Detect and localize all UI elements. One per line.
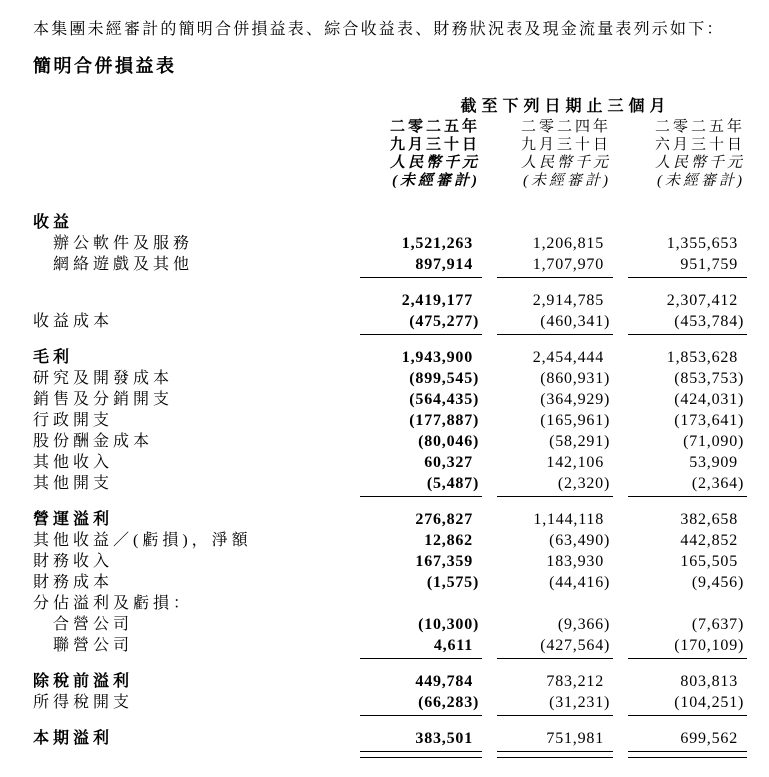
value-cell: (165,961 ) <box>540 412 610 429</box>
rule-segment <box>360 658 482 659</box>
rule-label-spacer <box>33 713 345 716</box>
row-label: 財務成本 <box>33 574 114 591</box>
row-label: 其他收入 <box>33 454 114 471</box>
header-date: 九月三十日 <box>389 137 480 153</box>
row-label: 本期溢利 <box>33 730 114 747</box>
value-cell: 53,909 <box>689 454 738 471</box>
value-cell <box>360 593 482 614</box>
rule-label-spacer <box>33 275 345 278</box>
financial-statement-page <box>33 20 769 758</box>
rule-segment <box>628 277 747 278</box>
value-cell: 165,505 <box>680 553 738 570</box>
rule-segment <box>360 334 482 335</box>
subtotal-rule <box>33 656 747 659</box>
table-body <box>33 212 747 758</box>
subtotal-rule <box>33 494 747 497</box>
value-cell: (2,364 ) <box>691 475 744 492</box>
row-label: 毛利 <box>33 349 74 366</box>
double-rule-segment <box>360 751 482 758</box>
total-double-rule <box>33 749 747 758</box>
rule-label-spacer <box>33 494 345 497</box>
value-cell: (31,231 ) <box>549 694 610 711</box>
value-cell: 1,206,815 <box>532 235 604 252</box>
value-cell: 897,914 <box>415 256 473 273</box>
value-cell: (9,456 ) <box>691 574 744 591</box>
rule-segment <box>628 715 747 716</box>
value-cell: (170,109 ) <box>674 637 744 654</box>
header-unaudited: (未經審計) <box>392 173 480 189</box>
value-cell: (853,753 ) <box>674 370 744 387</box>
period-header: 截至下列日期止三個月 <box>460 98 671 115</box>
rule-segment <box>497 715 613 716</box>
row-label: 收益 <box>33 214 74 231</box>
value-cell: 783,212 <box>546 673 604 690</box>
table-row <box>33 728 747 749</box>
value-cell: (44,416 ) <box>549 574 610 591</box>
value-cell: 383,501 <box>415 730 473 747</box>
table-row <box>33 473 747 494</box>
value-cell: 1,355,653 <box>666 235 738 252</box>
value-cell: (7,637 ) <box>691 616 744 633</box>
header-year: 二零二五年 <box>654 119 745 135</box>
header-currency: 人民幣千元 <box>654 155 745 171</box>
rule-segment <box>628 334 747 335</box>
table-row <box>33 290 747 311</box>
value-cell: (66,283 ) <box>418 694 479 711</box>
row-spacer <box>33 497 747 509</box>
table-row <box>33 410 747 431</box>
value-cell: (424,031 ) <box>674 391 744 408</box>
value-cell: 442,852 <box>680 532 738 549</box>
rule-label-spacer <box>33 656 345 659</box>
table-row <box>33 593 747 614</box>
intro-text: 本集團未經審計的簡明合併損益表、綜合收益表、財務狀況表及現金流量表列示如下： <box>33 21 725 38</box>
table-row <box>33 368 747 389</box>
row-label: 網絡遊戲及其他 <box>53 256 194 273</box>
rule-segment <box>360 715 482 716</box>
value-cell <box>628 212 747 233</box>
row-label: 研究及開發成本 <box>33 370 174 387</box>
row-label: 聯營公司 <box>53 637 134 654</box>
value-cell: (2,320 ) <box>557 475 610 492</box>
table-row <box>33 635 747 656</box>
value-cell: (173,641 ) <box>674 412 744 429</box>
value-cell: 803,813 <box>680 673 738 690</box>
value-cell: 183,930 <box>546 553 604 570</box>
row-label: 辦公軟件及服務 <box>53 235 194 252</box>
value-cell: (364,929 ) <box>540 391 610 408</box>
column-header-2025-jun <box>628 118 747 190</box>
row-spacer <box>33 716 747 728</box>
header-unaudited: (未經審計) <box>657 173 745 189</box>
subtotal-rule <box>33 275 747 278</box>
row-label: 財務收入 <box>33 553 114 570</box>
value-cell: (58,291 ) <box>549 433 610 450</box>
value-cell <box>497 593 613 614</box>
table-row <box>33 233 747 254</box>
value-cell: (427,564 ) <box>540 637 610 654</box>
value-cell: 60,327 <box>424 454 473 471</box>
row-label: 分佔溢利及虧損： <box>33 595 194 612</box>
value-cell <box>497 212 613 233</box>
value-cell: 12,862 <box>424 532 473 549</box>
value-cell: 2,419,177 <box>401 292 473 309</box>
column-header-2024-sep <box>497 118 613 190</box>
header-currency: 人民幣千元 <box>520 155 611 171</box>
subtotal-rule <box>33 713 747 716</box>
value-cell: (860,931 ) <box>540 370 610 387</box>
value-cell: (9,366 ) <box>557 616 610 633</box>
value-cell: 751,981 <box>546 730 604 747</box>
header-label-spacer <box>33 118 345 190</box>
value-cell: 276,827 <box>415 511 473 528</box>
table-row <box>33 530 747 551</box>
value-cell: (177,887 ) <box>409 412 479 429</box>
header-date: 九月三十日 <box>520 137 611 153</box>
value-cell: (10,300 ) <box>418 616 479 633</box>
row-label <box>33 290 345 311</box>
header-year: 二零二五年 <box>389 119 480 135</box>
header-date: 六月三十日 <box>654 137 745 153</box>
value-cell: 142,106 <box>546 454 604 471</box>
row-label: 其他開支 <box>33 475 114 492</box>
value-cell: (104,251 ) <box>674 694 744 711</box>
row-label: 股份酬金成本 <box>33 433 154 450</box>
header-unaudited: (未經審計) <box>523 173 611 189</box>
row-label: 營運溢利 <box>33 511 114 528</box>
table-row <box>33 389 747 410</box>
value-cell: 2,914,785 <box>532 292 604 309</box>
row-label: 除稅前溢利 <box>33 673 134 690</box>
value-cell: (564,435 ) <box>409 391 479 408</box>
rule-segment <box>360 277 482 278</box>
row-label: 合營公司 <box>53 616 134 633</box>
value-cell: 1,943,900 <box>401 349 473 366</box>
row-label: 行政開支 <box>33 412 114 429</box>
rule-label-spacer <box>33 332 345 335</box>
value-cell <box>360 212 482 233</box>
rule-segment <box>360 496 482 497</box>
value-cell: (475,277 ) <box>409 313 479 330</box>
value-cell: (453,784 ) <box>674 313 744 330</box>
value-cell: 449,784 <box>415 673 473 690</box>
period-header-row <box>33 96 747 118</box>
rule-segment <box>497 658 613 659</box>
value-cell <box>628 593 747 614</box>
row-label: 其他收益／(虧損)，淨額 <box>33 532 252 549</box>
column-headers-row <box>33 118 747 190</box>
table-row <box>33 614 747 635</box>
rule-segment <box>628 658 747 659</box>
page-title: 簡明合併損益表 <box>33 56 177 76</box>
table-row <box>33 254 747 275</box>
row-label: 所得稅開支 <box>33 694 134 711</box>
value-cell: 2,454,444 <box>532 349 604 366</box>
column-header-2025-sep <box>360 118 482 190</box>
row-spacer <box>33 659 747 671</box>
table-row <box>33 212 747 233</box>
table-row <box>33 311 747 332</box>
table-row <box>33 572 747 593</box>
rule-segment <box>497 277 613 278</box>
rule-segment <box>497 496 613 497</box>
value-cell: (71,090 ) <box>683 433 744 450</box>
value-cell: 699,562 <box>680 730 738 747</box>
value-cell: 167,359 <box>415 553 473 570</box>
subtotal-rule <box>33 332 747 335</box>
value-cell: 951,759 <box>680 256 738 273</box>
income-statement-table <box>33 96 747 758</box>
row-label: 銷售及分銷開支 <box>33 391 174 408</box>
double-rule-segment <box>628 751 747 758</box>
value-cell: 4,611 <box>433 637 473 654</box>
header-year: 二零二四年 <box>520 119 611 135</box>
table-row <box>33 431 747 452</box>
value-cell: (1,575 ) <box>426 574 479 591</box>
value-cell: 1,707,970 <box>532 256 604 273</box>
value-cell: 2,307,412 <box>666 292 738 309</box>
value-cell: (899,545 ) <box>409 370 479 387</box>
row-spacer <box>33 278 747 290</box>
header-currency: 人民幣千元 <box>389 155 480 171</box>
value-cell: (5,487 ) <box>426 475 479 492</box>
value-cell: 1,521,263 <box>401 235 473 252</box>
value-cell: 1,853,628 <box>666 349 738 366</box>
table-row <box>33 671 747 692</box>
value-cell: 1,144,118 <box>533 511 604 528</box>
row-label: 收益成本 <box>33 313 114 330</box>
table-row <box>33 452 747 473</box>
value-cell: 382,658 <box>680 511 738 528</box>
rule-segment <box>497 334 613 335</box>
rule-label-spacer <box>33 749 345 758</box>
table-header <box>33 96 747 190</box>
rule-segment <box>628 496 747 497</box>
table-row <box>33 347 747 368</box>
value-cell: (80,046 ) <box>418 433 479 450</box>
table-row <box>33 509 747 530</box>
value-cell: (63,490 ) <box>549 532 610 549</box>
row-spacer <box>33 335 747 347</box>
table-row <box>33 551 747 572</box>
table-row <box>33 692 747 713</box>
value-cell: (460,341 ) <box>540 313 610 330</box>
double-rule-segment <box>497 751 613 758</box>
